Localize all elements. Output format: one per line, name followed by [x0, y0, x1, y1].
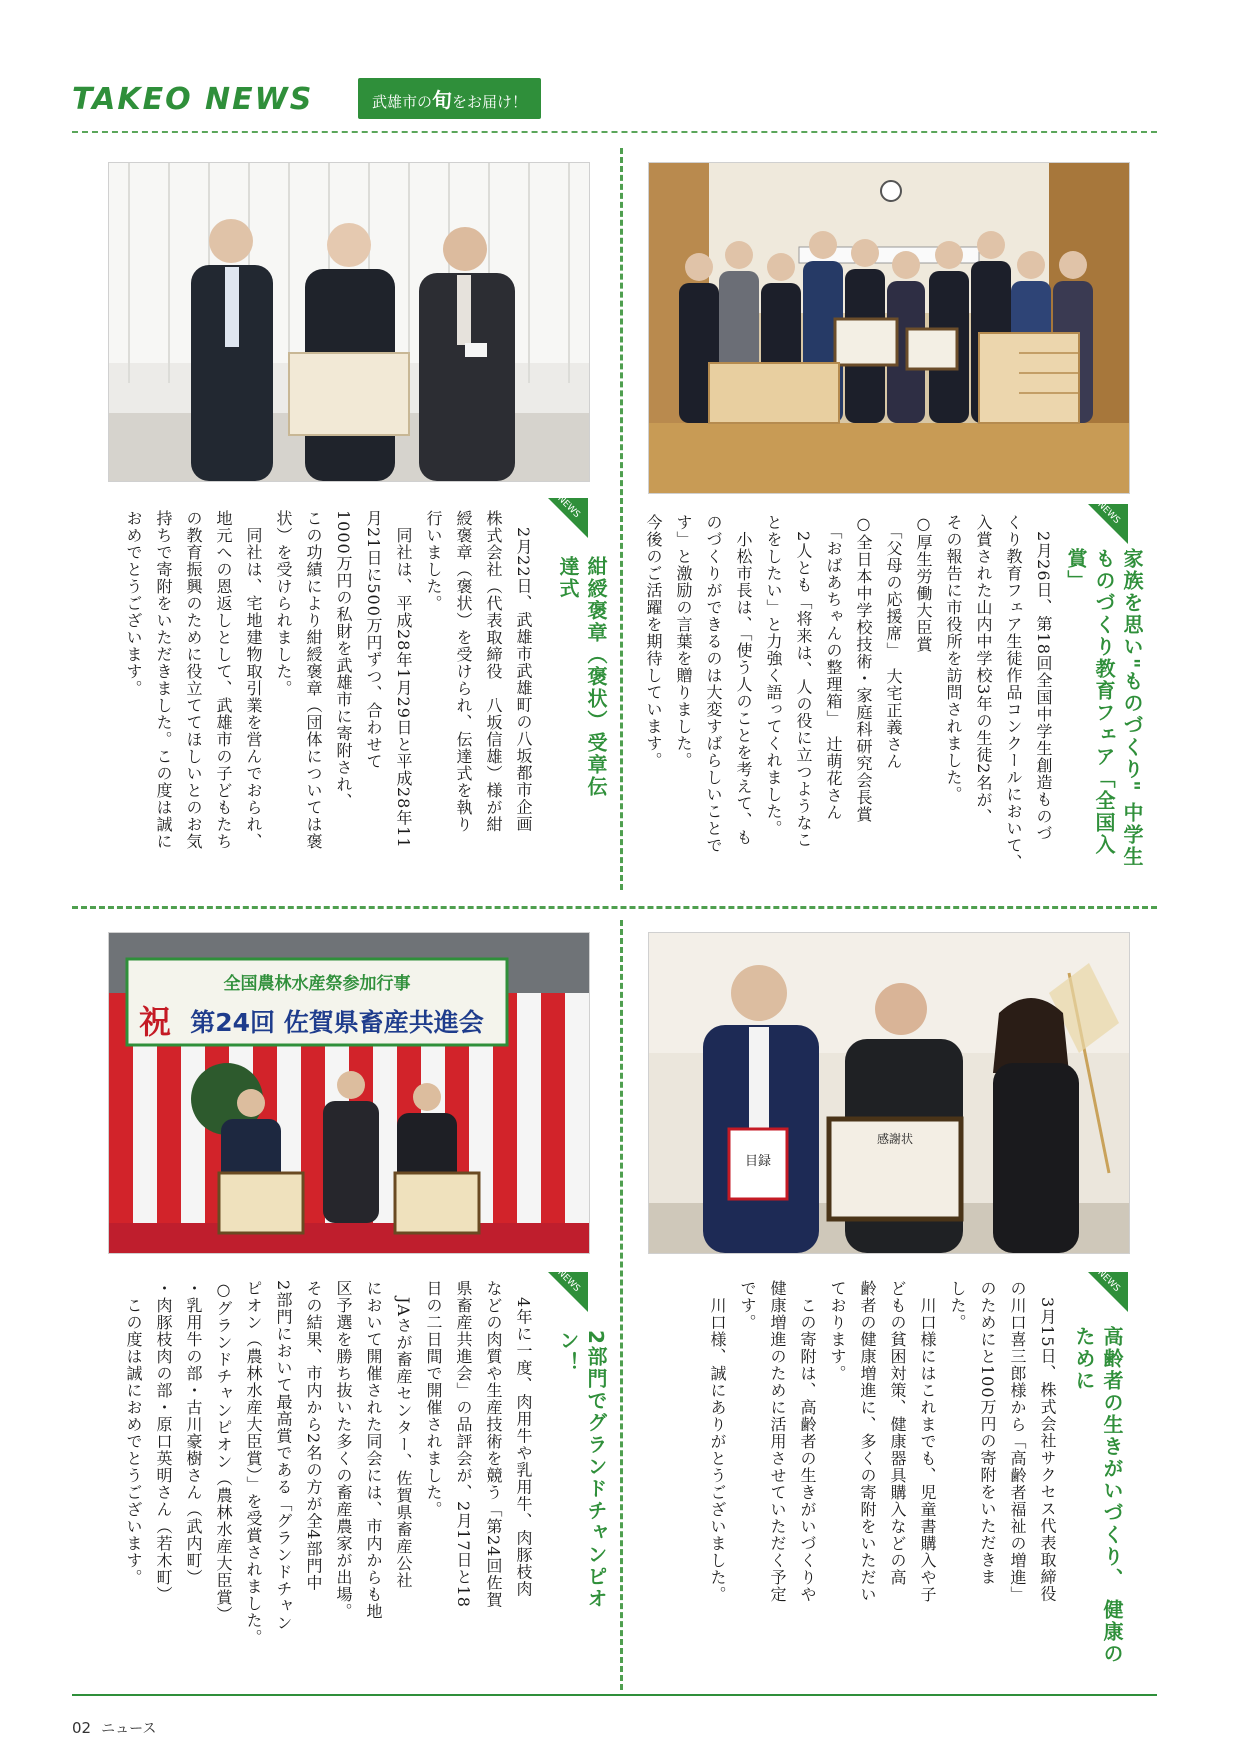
horizontal-divider [72, 906, 1157, 909]
masthead: TAKEO NEWS [72, 82, 314, 117]
vertical-divider-bottom [620, 920, 623, 1690]
banner-mark-text: 祝 [138, 1003, 172, 1041]
article-body: 4年に一度、肉用牛や乳用牛、肉豚枝肉 などの肉質や生産技術を競う「第24回佐賀 県畜産共進会」の品評会が、2月17日と18 日の二日間で開催されました。 JAさが畜産センター、佐賀県畜産公社 において開催された同会には、市内からも地 区予選を勝ち抜いた多くの畜産農家が出場。 その結果、市内から2名の方が全4部門中 2部門において最高賞である「グランドチャン ピオン（農林水産大臣賞）」を受賞されました。 ○グランドチャンピオン（農林水産大臣賞） ・乳用牛の部・古川豪樹さん（武内町） ・肉豚枝肉の部・原口英明さん（若木町） この度は誠におめでとうございます。 [124, 1280, 533, 1646]
tagline-post: をお届け！ [452, 93, 528, 111]
news-tab: NEWS [1088, 504, 1128, 544]
tagline-pre: 武雄市の [372, 93, 433, 111]
footer-rule [72, 1694, 1157, 1696]
header-rule [72, 131, 1157, 133]
vertical-divider-top [620, 148, 623, 890]
news-tab: NEWS [548, 498, 588, 538]
article-body: 3月15日、株式会社サクセス代表取締役 の川口喜三郎様から「高齢者福祉の増進」 のためにと100万円の寄附をいただきま した。 川口様にはこれまでも、児童書購入や子 どもの貧困対策、健康器具購入などの高 齢者の健康増進に、多くの寄附をいただい ております。 この寄附は、高齢者の生きがいづくりや 健康増進のために活用させていただく予定 です。 川口様、誠にありがとうございました。 [708, 1280, 1057, 1603]
article-title: 紺綬褒章（褒状）受章伝達式 [556, 556, 608, 798]
certificate-text: 感謝状 [876, 1132, 914, 1146]
news-tab: NEWS [1088, 1272, 1128, 1312]
envelope-text: 目録 [744, 1154, 772, 1169]
article-title: 高齢者の生きがいづくり、 健康のために [1072, 1326, 1124, 1665]
photo-ceremony [108, 162, 590, 482]
article-body: 2月26日、第18回全国中学生創造ものづ くり教育フェア生徒作品コンクールにおいて、 入賞された山内中学校3年の生徒2名が、 その報告に市役所を訪問されました。 ○厚生労働大臣賞 「父母の応援席」 大宅正義さん ○全日本中学校技術・家庭科研究会長賞 「おばあちゃんの整理箱」 辻萌花さん 2人とも「将来は、人の役に立つようなこ とをしたい」と力強く語ってくれました。 小松市長は、「使う人のことを考えて、も のづくりができるのは大変すばらしいことで す」と激励の言葉を贈りました。 今後のご活躍を期待しています。 [644, 514, 1053, 871]
article-body: 2月22日、武雄市武雄町の八坂都市企画 株式会社（代表取締役 八坂信雄）様が紺 綬褒章（褒状）を受けられ、伝達式を執り 行いました。 同社は、平成28年1月29日と平成28年11 月21日に500万円ずつ、合わせて 1000万円の私財を武雄市に寄附され、 この功績により紺綬褒章（団体については褒 状）を受けられました。 同社は、宅地建物取引業を営んでおられ、 地元への恩返しとして、武雄市の子どもたち の教育振興のために役立ててほしいとのお気 持ちで寄附をいただきました。この度は誠に おめでとうございます。 [124, 510, 533, 850]
photo-donation [648, 932, 1130, 1254]
tagline-accent: 旬 [432, 88, 453, 112]
page-number: 02 [72, 1719, 92, 1737]
article-title: 家族を思い"ものづくり" 中学生ものづくり教育フェア「全国入賞」 [1064, 548, 1144, 868]
banner-top-text: 全国農林水産祭参加行事 [223, 974, 411, 994]
tagline [358, 78, 541, 119]
footer [72, 1718, 156, 1738]
banner-main-text: 第24回 佐賀県畜産共進会 [190, 1008, 484, 1037]
photo-students-visit [648, 162, 1130, 494]
article-title: 2部門でグランドチャンピオン！ [556, 1330, 608, 1610]
photo-livestock-show [108, 932, 590, 1254]
section-label: ニュース [101, 1721, 157, 1737]
news-tab: NEWS [548, 1272, 588, 1312]
